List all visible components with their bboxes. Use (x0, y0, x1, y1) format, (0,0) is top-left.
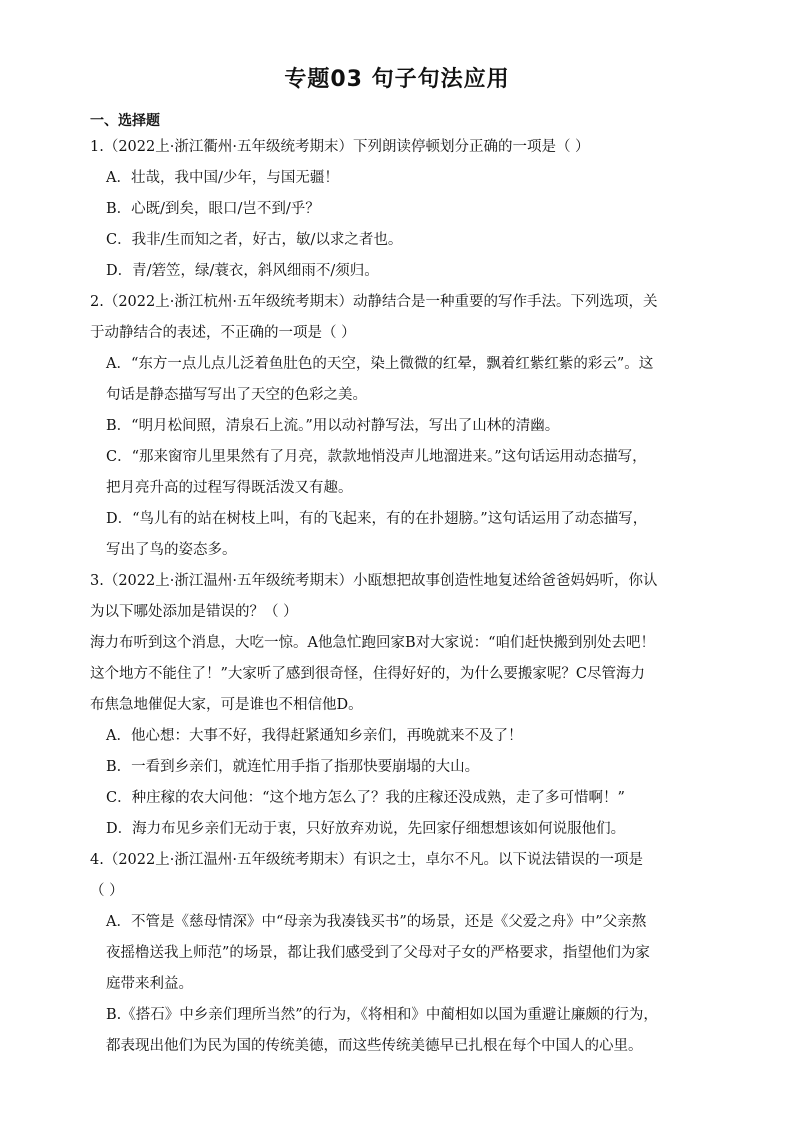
question-4-option-a-line-2: 夜摇橹送我上师范”的场景，都让我们感受到了父母对子女的严格要求，指望他们为家 (106, 945, 650, 961)
question-3-option-c: C．种庄稼的农大问他：“这个地方怎么了？我的庄稼还没成熟，走了多可惜啊！” (106, 790, 625, 806)
question-1-option-c: C．我非/生而知之者，好古，敏/以求之者也。 (106, 232, 403, 248)
question-3-option-d: D．海力布见乡亲们无动于衷，只好放弃劝说，先回家仔细想想该如何说服他们。 (106, 821, 626, 837)
question-3-stem-line-2: 为以下哪处添加是错误的？（ ） (90, 604, 298, 620)
question-2-option-c-line-2: 把月亮升高的过程写得既活泼又有趣。 (106, 480, 353, 496)
question-2-option-a-line-2: 句话是静态描写写出了天空的色彩之美。 (106, 387, 367, 403)
question-2-option-d-line-2: 写出了鸟的姿态多。 (106, 542, 237, 558)
question-3-stem-line-1: 3.（2022上·浙江温州·五年级统考期末）小瓯想把故事创造性地复述给爸爸妈妈听，你认 (90, 573, 658, 589)
question-2-option-a-line-1: A．“东方一点儿点儿泛着鱼肚色的天空，染上微微的红晕，飘着红紫红紫的彩云”。这 (106, 356, 654, 372)
question-3-option-a: A．他心想：大事不好，我得赶紧通知乡亲们，再晚就来不及了！ (106, 728, 523, 744)
page-title: 专题03 句子句法应用 (284, 67, 510, 92)
question-4-option-a-line-3: 庭带来利益。 (106, 976, 193, 992)
question-4-option-b-line-1: B.《搭石》中乡亲们理所当然”的行为，《将相和》中蔺相如以国为重避让廉颇的行为， (106, 1007, 658, 1023)
question-1-stem: 1.（2022上·浙江衢州·五年级统考期末）下列朗读停顿划分正确的一项是（ ） (90, 139, 590, 155)
question-2-stem-line-2: 于动静结合的表述，不正确的一项是（ ） (90, 325, 356, 341)
question-2-stem-line-1: 2.（2022上·浙江杭州·五年级统考期末）动静结合是一种重要的写作手法。下列选项，关 (90, 294, 658, 310)
question-3-passage-line-2: 这个地方不能住了！”大家听了感到很奇怪，住得好好的，为什么要搬家呢？C尽管海力 (90, 666, 646, 682)
question-3-option-b: B．一看到乡亲们，就连忙用手指了指那快要崩塌的大山。 (106, 759, 480, 775)
question-1-option-a: A．壮哉，我中国/少年，与国无疆！ (106, 170, 339, 186)
question-4-option-a-line-1: A．不管是《慈母情深》中“母亲为我凑钱买书”的场景，还是《父爱之舟》中”父亲熬 (106, 914, 647, 930)
question-1-option-b: B．心既/到矣，眼口/岂不到/乎？ (106, 201, 320, 217)
question-2-option-d-line-1: D．“鸟儿有的站在树枝上叫，有的飞起来，有的在扑翅膀。”这句话运用了动态描写， (106, 511, 648, 527)
question-3-passage-line-3: 布焦急地催促大家，可是谁也不相信他D。 (90, 697, 363, 713)
question-1-option-d: D．青/箬笠，绿/蓑衣，斜风细雨不/须归。 (106, 263, 379, 279)
question-4-stem-line-2: （ ） (90, 883, 124, 899)
question-2-option-c-line-1: C．“那来窗帘儿里果然有了月亮，款款地悄没声儿地溜进来。”这句话运用动态描写， (106, 449, 647, 465)
question-2-option-b: B．“明月松间照，清泉石上流。”用以动衬静写法，写出了山林的清幽。 (106, 418, 560, 434)
question-4-option-b-line-2: 都表现出他们为民为国的传统美德，而这些传统美德早已扎根在每个中国人的心里。 (106, 1038, 643, 1054)
section-heading: 一、选择题 (90, 113, 160, 129)
question-3-passage-line-1: 海力布听到这个消息，大吃一惊。A他急忙跑回家B对大家说：“咱们赶快搬到别处去吧！ (90, 635, 656, 651)
question-4-stem-line-1: 4.（2022上·浙江温州·五年级统考期末）有识之士，卓尔不凡。以下说法错误的一项是 (90, 852, 643, 868)
